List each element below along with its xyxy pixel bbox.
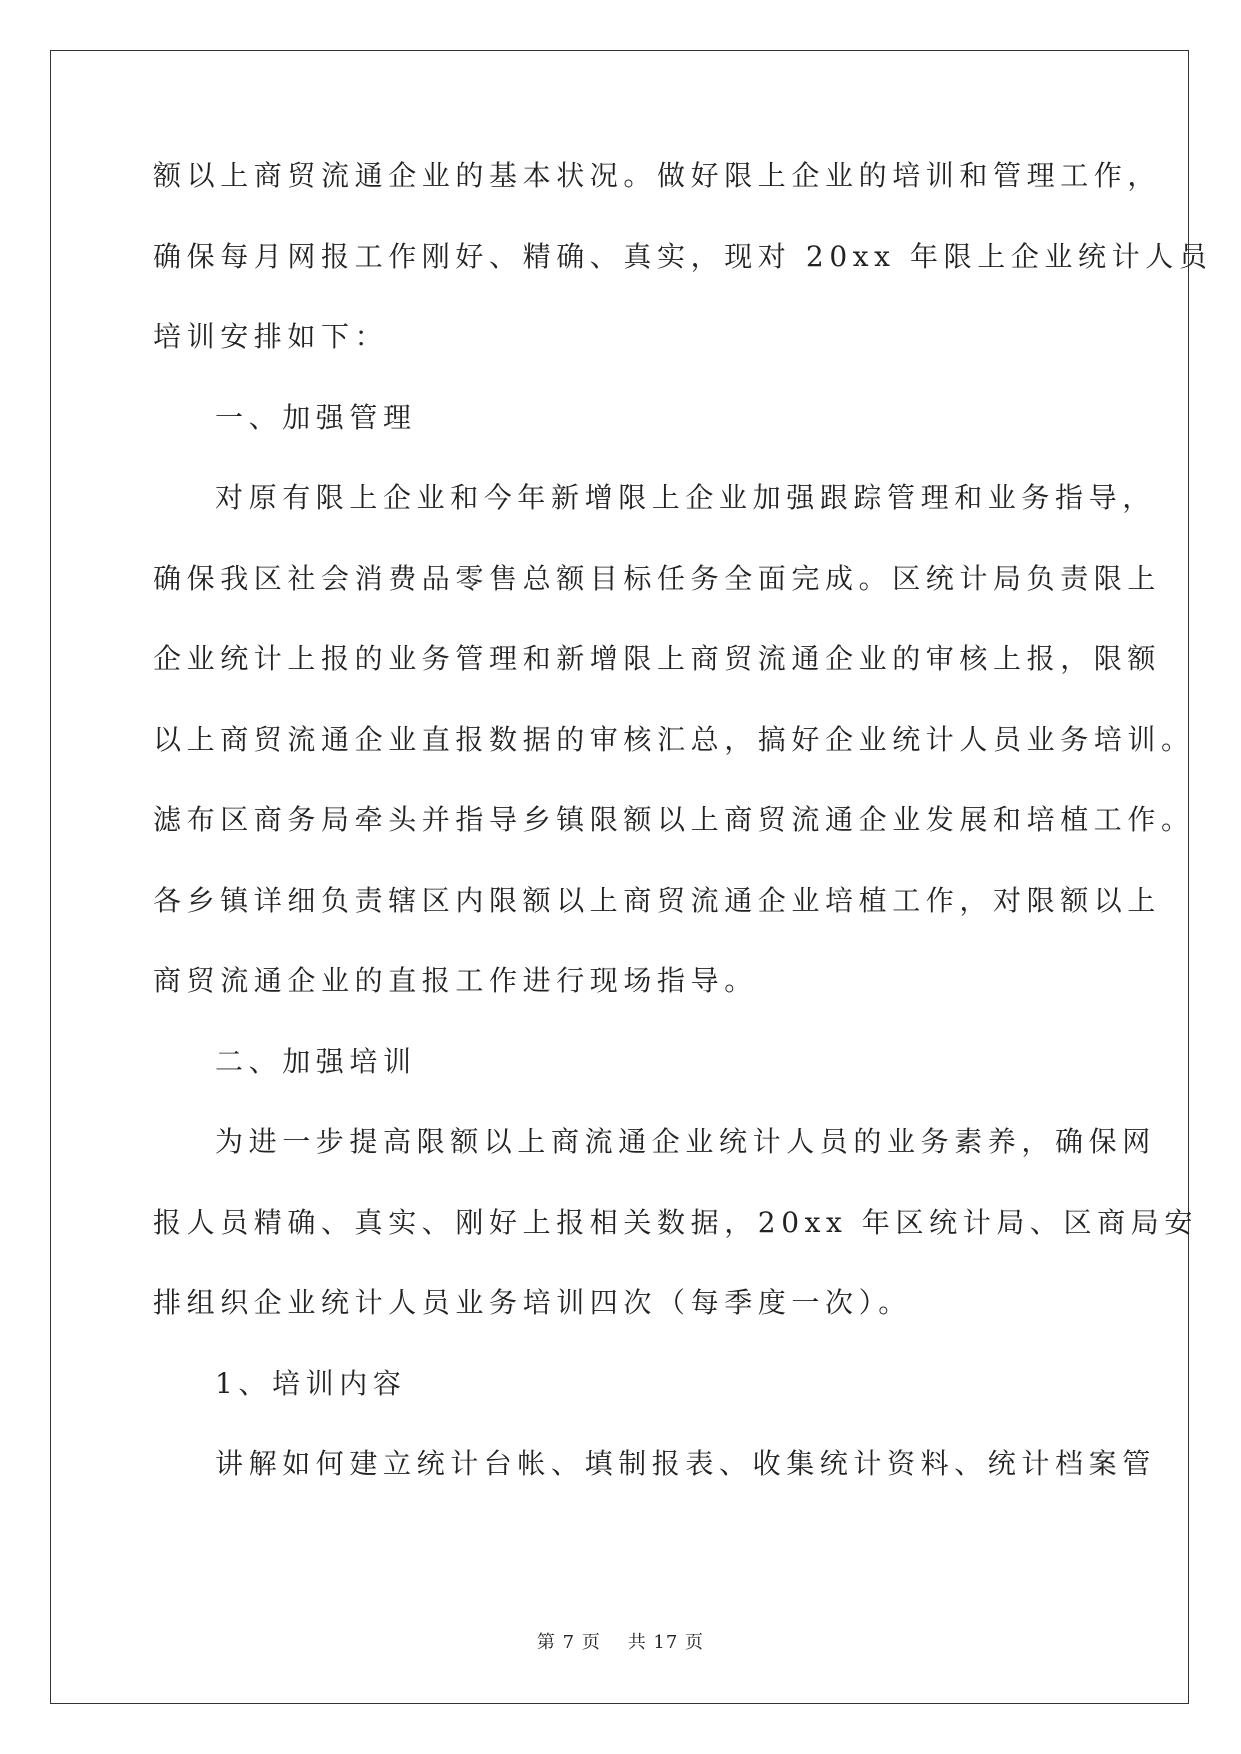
document-body bbox=[153, 159, 1213, 1529]
page-number: 第 7 页 共 17 页 bbox=[536, 1632, 705, 1653]
text-line: 排组织企业统计人员业务培训四次（每季度一次）。 bbox=[153, 1286, 912, 1319]
text-line: 以上商贸流通企业直报数据的审核汇总，搞好企业统计人员业务培训。 bbox=[153, 722, 1195, 756]
page-footer bbox=[0, 1628, 1241, 1654]
text-line: 各乡镇详细负责辖区内限额以上商贸流通企业培植工作，对限额以上 bbox=[153, 883, 1162, 917]
text-line: 滤布区商务局牵头并指导乡镇限额以上商贸流通企业发展和培植工作。 bbox=[153, 803, 1195, 836]
text-line: 培训安排如下： bbox=[153, 320, 389, 353]
section-heading: 一、加强管理 bbox=[215, 400, 417, 434]
text-line: 报人员精确、真实、刚好上报相关数据，20xx 年区统计局、区商局安 bbox=[153, 1205, 1198, 1239]
text-line: 对原有限上企业和今年新增限上企业加强跟踪管理和业务指导， bbox=[215, 481, 1156, 514]
text-line: 为进一步提高限额以上商流通企业统计人员的业务素养，确保网 bbox=[215, 1125, 1156, 1158]
text-line: 确保我区社会消费品零售总额目标任务全面完成。区统计局负责限上 bbox=[153, 561, 1162, 595]
text-line: 商贸流通企业的直报工作进行现场指导。 bbox=[153, 964, 758, 997]
text-line: 额以上商贸流通企业的基本状况。做好限上企业的培训和管理工作， bbox=[153, 159, 1162, 192]
text-line: 企业统计上报的业务管理和新增限上商贸流通企业的审核上报，限额 bbox=[153, 642, 1162, 675]
subsection-heading: 1、培训内容 bbox=[215, 1366, 407, 1400]
text-line: 讲解如何建立统计台帐、填制报表、收集统计资料、统计档案管 bbox=[215, 1447, 1156, 1480]
text-line: 确保每月网报工作刚好、精确、真实，现对 20xx 年限上企业统计人员 bbox=[153, 239, 1213, 273]
section-heading: 二、加强培训 bbox=[215, 1044, 417, 1078]
